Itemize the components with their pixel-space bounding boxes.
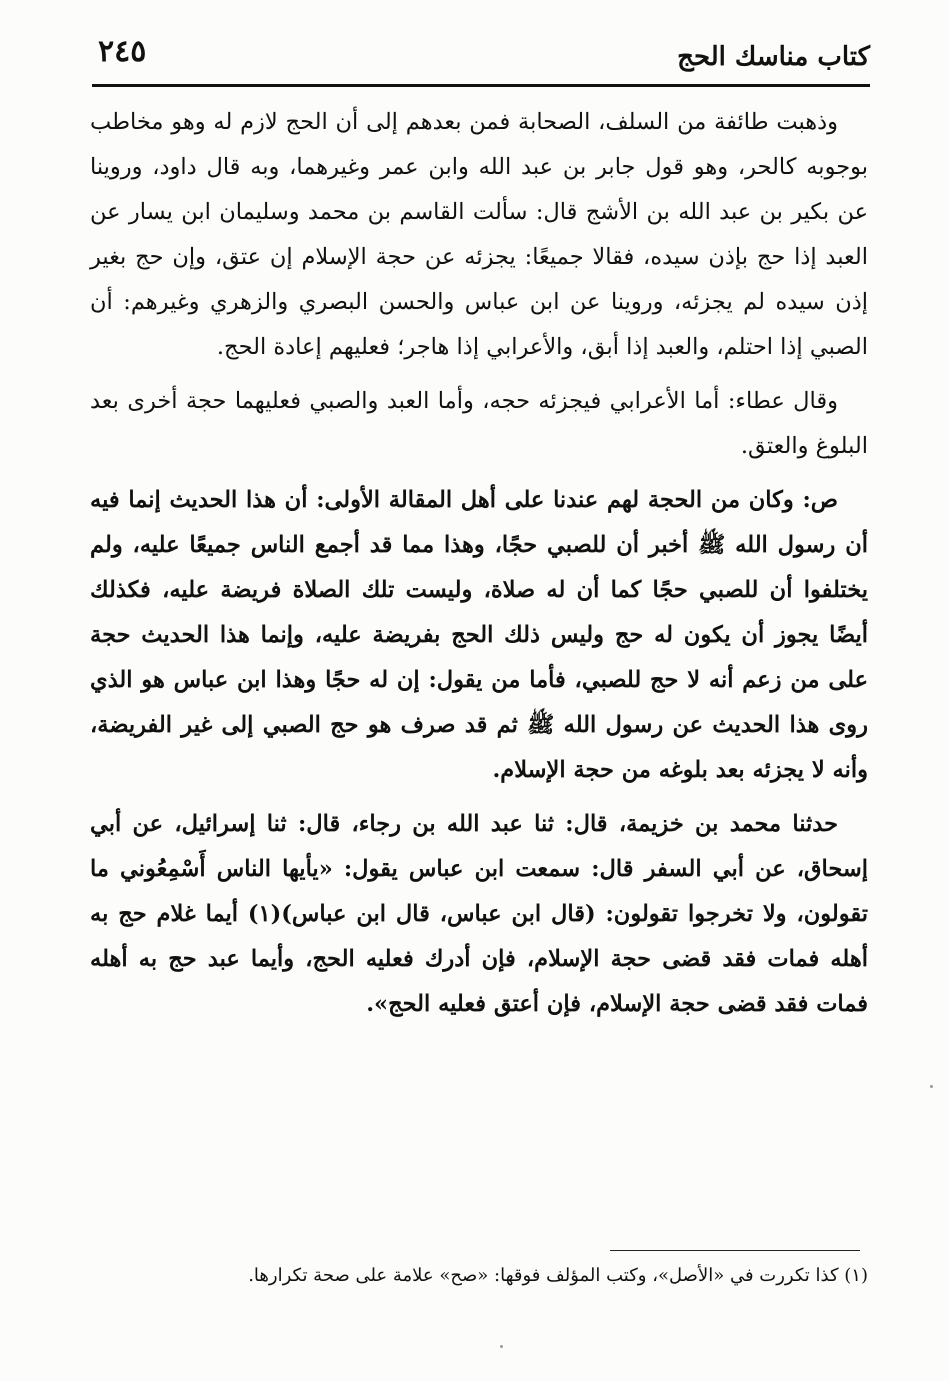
header-divider xyxy=(92,84,870,87)
paragraph-4: حدثنا محمد بن خزيمة، قال: ثنا عبد الله بن رجاء، قال: ثنا إسرائيل، عن أبي إسحاق، عن أبي السفر قال: سمعت ابن عباس يقول: «يأيها الناس أَسْمِعُوني ما تقولون، ولا تخرجوا تقولون: (قال ابن عباس، قال ابن عباس)(١) أيما غلام حج به أهله فمات فقد قضى حجة الإسلام، فإن أدرك فعليه الحج، وأيما عبد حج به أهله فمات فقد قضى حجة الإسلام، فإن أعتق فعليه الحج». xyxy=(90,811,868,1017)
page-number: ٢٤٥ xyxy=(98,34,147,69)
paragraph-3: ص: وكان من الحجة لهم عندنا على أهل المقالة الأولى: أن هذا الحديث إنما فيه أن رسول الله ﷺ أخبر أن للصبي حجًا، وهذا مما قد أجمع الناس جميعًا عليه، ولم يختلفوا أن للصبي حجًا كما أن له صلاة، وليست تلك الصلاة فريضة عليه، فكذلك أيضًا يجوز أن يكون له حج وليس ذلك الحج بفريضة عليه، وإنما هذا الحديث حجة على من زعم أنه لا حج للصبي، فأما من يقول: إن له حجًا وهذا ابن عباس هو الذي روى هذا الحديث عن رسول الله ﷺ ثم قد صرف هو حج الصبي إلى غير الفريضة، وأنه لا يجزئه بعد بلوغه من حجة الإسلام. xyxy=(90,487,868,783)
book-title: كتاب مناسك الحج xyxy=(677,42,870,72)
scan-speck xyxy=(930,1085,933,1088)
main-text xyxy=(90,100,868,1036)
paragraph-2: وقال عطاء: أما الأعرابي فيجزئه حجه، وأما العبد والصبي فعليهما حجة أخرى بعد البلوغ والعتق. xyxy=(90,388,868,459)
paragraph-1: وذهبت طائفة من السلف، الصحابة فمن بعدهم إلى أن الحج لازم له وهو مخاطب بوجوبه كالحر، وهو قول جابر بن عبد الله وابن عمر وغيرهما، وبه قال داود، وروينا عن بكير بن عبد الله بن الأشج قال: سألت القاسم بن محمد وسليمان ابن يسار عن العبد إذا حج بإذن سيده، فقالا جميعًا: يجزئه عن حجة الإسلام إن عتق، وإن حج بغير إذن سيده لم يجزئه، وروينا عن ابن عباس والحسن البصري والزهري وغيرهم: أن الصبي إذا احتلم، والعبد إذا أبق، والأعرابي إذا هاجر؛ فعليهم إعادة الحج. xyxy=(90,109,868,360)
footnote: (١) كذا تكررت في «الأصل»، وكتب المؤلف فوقها: «صح» علامة على صحة تكرارها. xyxy=(248,1265,868,1286)
running-header xyxy=(90,30,870,80)
footnote-divider xyxy=(610,1250,860,1251)
scan-speck xyxy=(500,1345,503,1348)
